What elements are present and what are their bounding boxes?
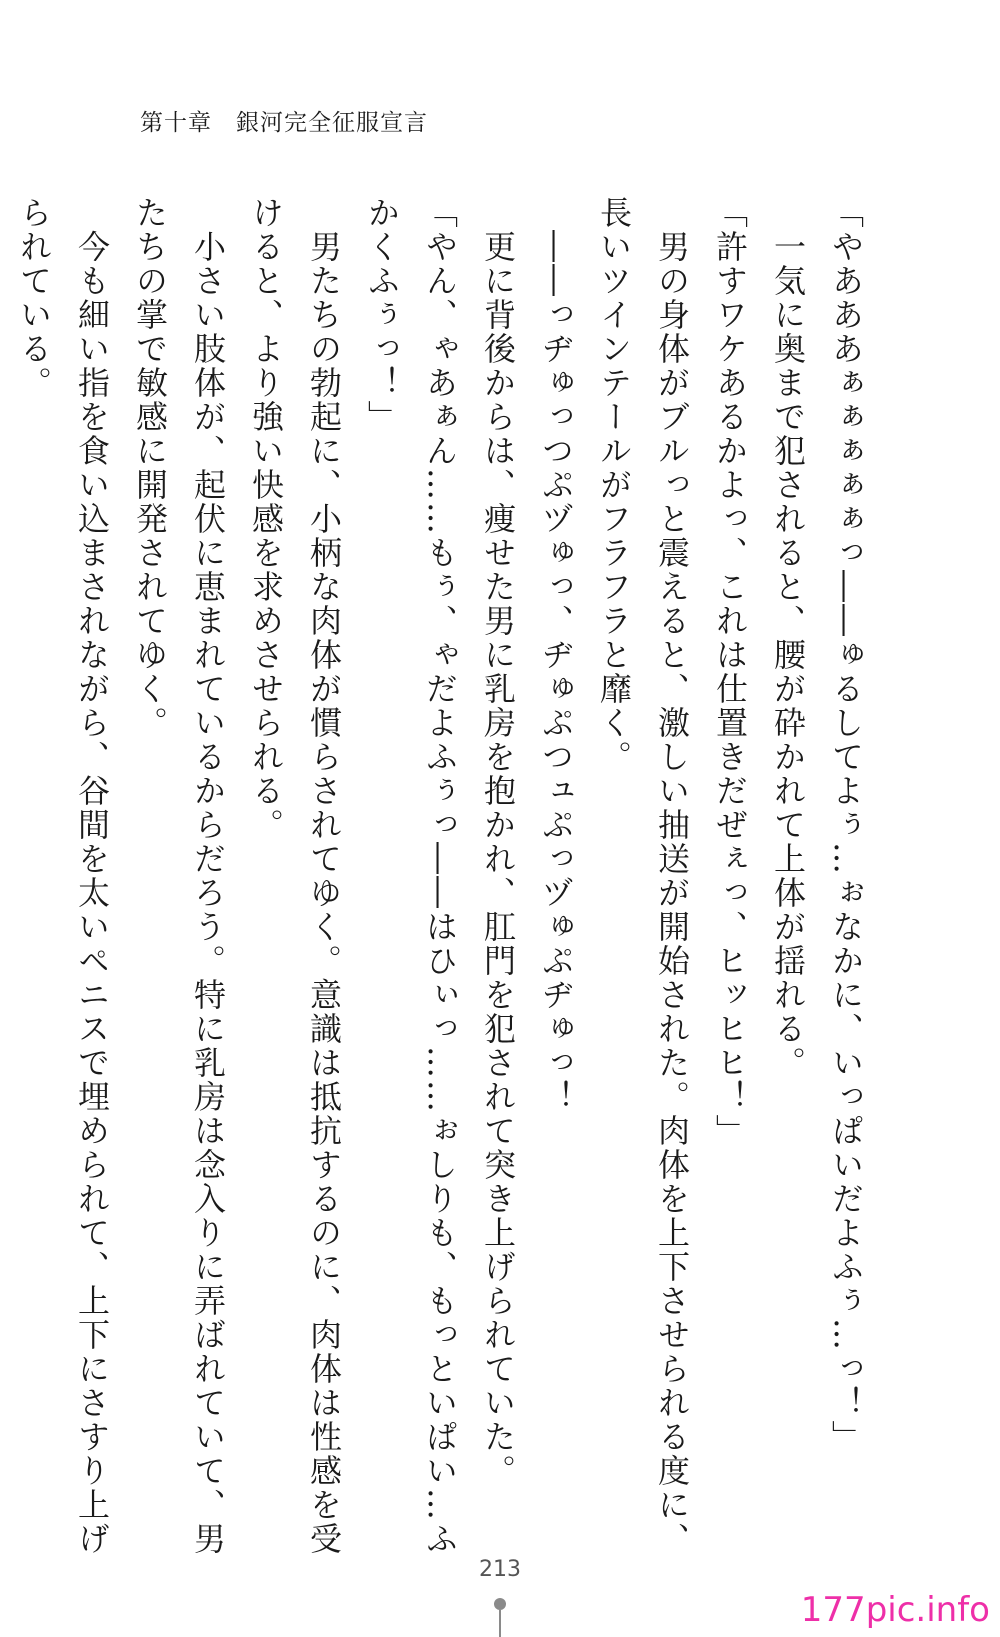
text-line: 小さい肢体が、起伏に恵まれているからだろう。特に乳房は念入りに弄ばれていて、男	[189, 196, 227, 1556]
page-marker-icon	[494, 1598, 506, 1637]
watermark: 177pic.info	[800, 1590, 990, 1630]
text-line: られている。	[15, 196, 53, 400]
text-line: 男たちの勃起に、小柄な肉体が慣らされてゆく。意識は抵抗するのに、肉体は性感を受	[305, 196, 343, 1556]
text-line: かくふぅっ！」	[363, 196, 401, 434]
text-line: 男の身体がブルっと震えると、激しい抽送が開始された。肉体を上下させられる度に、	[653, 196, 691, 1556]
text-line: 長いツインテールがフラフラと靡く。	[595, 196, 633, 774]
text-line: 「許すワケあるかよっ、これは仕置きだぜぇっ、ヒッヒヒ！」	[711, 196, 749, 1148]
text-line: 今も細い指を食い込まされながら、谷間を太いペニスで埋められて、上下にさすり上げ	[73, 196, 111, 1556]
text-line: 「やあああぁぁぁぁぁっ――ゅるしてよぅ…ぉなかに、いっぱいだよふぅ…っ！」	[827, 196, 865, 1454]
vertical-text-body	[15, 196, 875, 1556]
page-marker-dot	[494, 1598, 506, 1610]
text-line: 「やん、ゃあぁん……もぅ、ゃだよふぅっ――はひぃっ……ぉしりも、もっといぱい…ふ	[421, 196, 459, 1556]
text-line: ――っヂゅっつぷヅゅっ、ヂゅぷつュぷっヅゅぷヂゅっ！	[537, 196, 575, 1114]
text-line: 更に背後からは、痩せた男に乳房を抱かれ、肛門を犯されて突き上げられていた。	[479, 196, 517, 1488]
text-line: たちの掌で敏感に開発されてゆく。	[131, 196, 169, 740]
chapter-title: 第十章 銀河完全征服宣言	[140, 110, 428, 136]
text-line	[0, 196, 5, 1376]
text-line: けると、より強い快感を求めさせられる。	[247, 196, 285, 842]
page-number: 213	[479, 1557, 521, 1582]
text-line: 一気に奥まで犯されると、腰が砕かれて上体が揺れる。	[769, 196, 807, 1080]
page-marker-stem	[499, 1610, 501, 1637]
